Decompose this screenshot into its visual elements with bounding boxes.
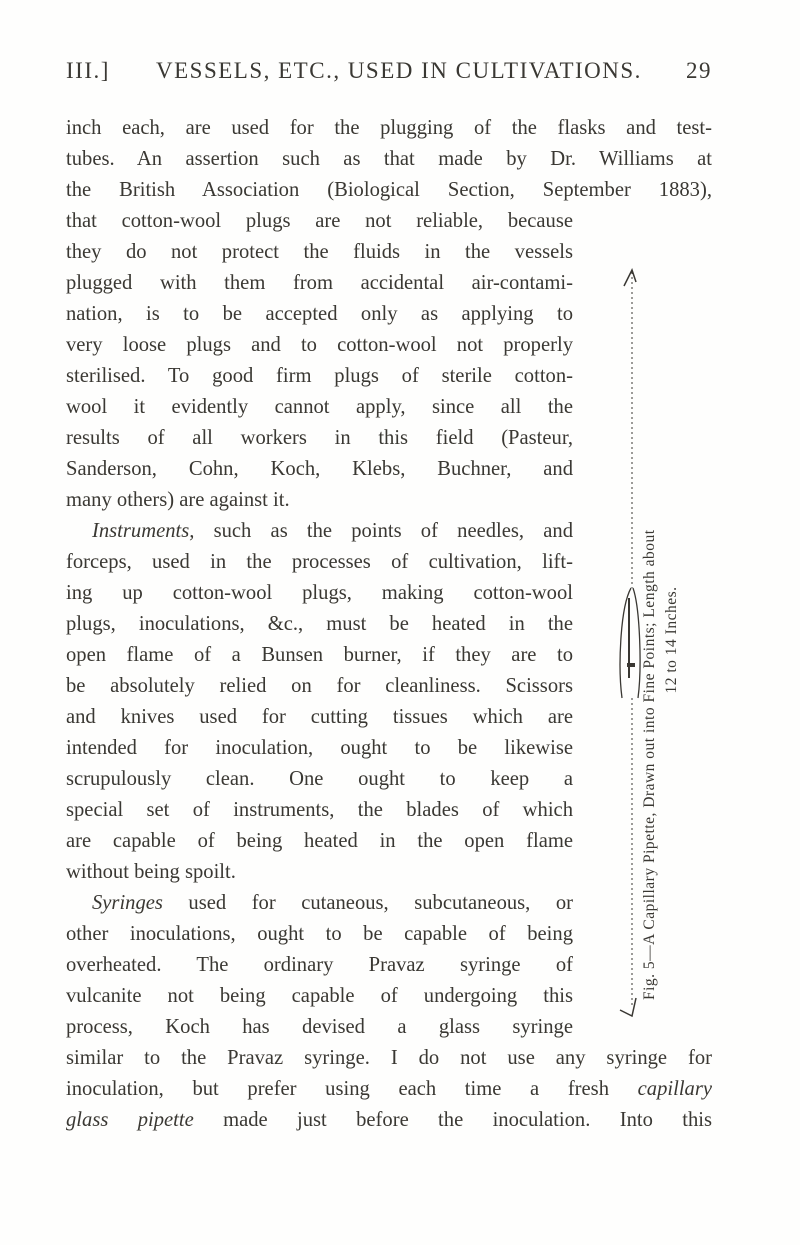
- text-line: sterilised. To good firm plugs of sterile cotton-: [66, 365, 573, 387]
- text-run: made just before the inoculation. Into this: [193, 1109, 712, 1131]
- pipette-body-mark: [627, 663, 635, 667]
- pipette-tip-top: [624, 270, 636, 286]
- text-line: tubes. An assertion such as that made by Dr. Williams at: [66, 148, 712, 170]
- text-line: [66, 516, 573, 546]
- text-line: similar to the Pravaz syringe. I do not use any syringe for: [66, 1047, 712, 1069]
- text-line: vulcanite not being capable of undergoing this: [66, 985, 573, 1007]
- running-header: [66, 58, 712, 98]
- text-line: forceps, used in the processes of cultivation, lift-: [66, 551, 573, 573]
- text-line: plugged with them from accidental air-contami-: [66, 272, 573, 294]
- italic-term: glass pipette: [66, 1109, 194, 1131]
- text-line: special set of instruments, the blades of which: [66, 799, 573, 821]
- text-line: inch each, are used for the plugging of the flasks and test-: [66, 117, 712, 139]
- caption-line-2: 12 to 14 Inches.: [663, 586, 680, 694]
- text-line: [66, 888, 573, 918]
- italic-term: Syringes: [92, 892, 163, 914]
- text-line: many others) are against it.: [66, 489, 290, 511]
- text-line: very loose plugs and to cotton-wool not properly: [66, 334, 573, 356]
- text-line: ing up cotton-wool plugs, making cotton-wool: [66, 582, 573, 604]
- figure-caption: [640, 280, 680, 1000]
- text-line: [66, 1105, 712, 1135]
- text-line: overheated. The ordinary Pravaz syringe of: [66, 954, 573, 976]
- text-line: be absolutely relied on for cleanliness. Scissors: [66, 675, 573, 697]
- pipette-tip-bottom: [620, 998, 636, 1016]
- text-line: they do not protect the fluids in the vessels: [66, 241, 573, 263]
- text-line: plugs, inoculations, &c., must be heated in the: [66, 613, 573, 635]
- page-number: 29: [686, 58, 712, 83]
- italic-term: Instruments,: [92, 520, 195, 542]
- text-line: nation, is to be accepted only as applying to: [66, 303, 573, 325]
- text-line: the British Association (Biological Section, September 1883),: [66, 179, 712, 201]
- text-line: wool it evidently cannot apply, since all the: [66, 396, 573, 418]
- text-run: used for cutaneous, subcutaneous, or: [162, 892, 573, 914]
- text-line: scrupulously clean. One ought to keep a: [66, 768, 573, 790]
- text-line: Sanderson, Cohn, Koch, Klebs, Buchner, and: [66, 458, 573, 480]
- text-line: are capable of being heated in the open flame: [66, 830, 573, 852]
- text-line: other inoculations, ought to be capable of being: [66, 923, 573, 945]
- running-title: VESSELS, ETC., USED IN CULTIVATIONS.: [156, 58, 642, 83]
- text-line: [66, 1074, 712, 1104]
- text-run: such as the points of needles, and: [194, 520, 573, 542]
- text-line: and knives used for cutting tissues which are: [66, 706, 573, 728]
- text-line: open flame of a Bunsen burner, if they are to: [66, 644, 573, 666]
- caption-line-1: Fig. 5—A Capillary Pipette, Drawn out into Fine Points; Length about: [641, 529, 658, 1000]
- chapter-marker: III.]: [66, 58, 110, 83]
- pipette-body-outline: [620, 588, 640, 698]
- text-line: without being spoilt.: [66, 861, 236, 883]
- text-line: that cotton-wool plugs are not reliable, because: [66, 210, 573, 232]
- text-run: inoculation, but prefer using each time a fresh: [66, 1078, 638, 1100]
- italic-term: capillary: [637, 1078, 712, 1100]
- text-line: process, Koch has devised a glass syringe: [66, 1016, 573, 1038]
- text-line: intended for inoculation, ought to be likewise: [66, 737, 573, 759]
- text-line: results of all workers in this field (Pasteur,: [66, 427, 573, 449]
